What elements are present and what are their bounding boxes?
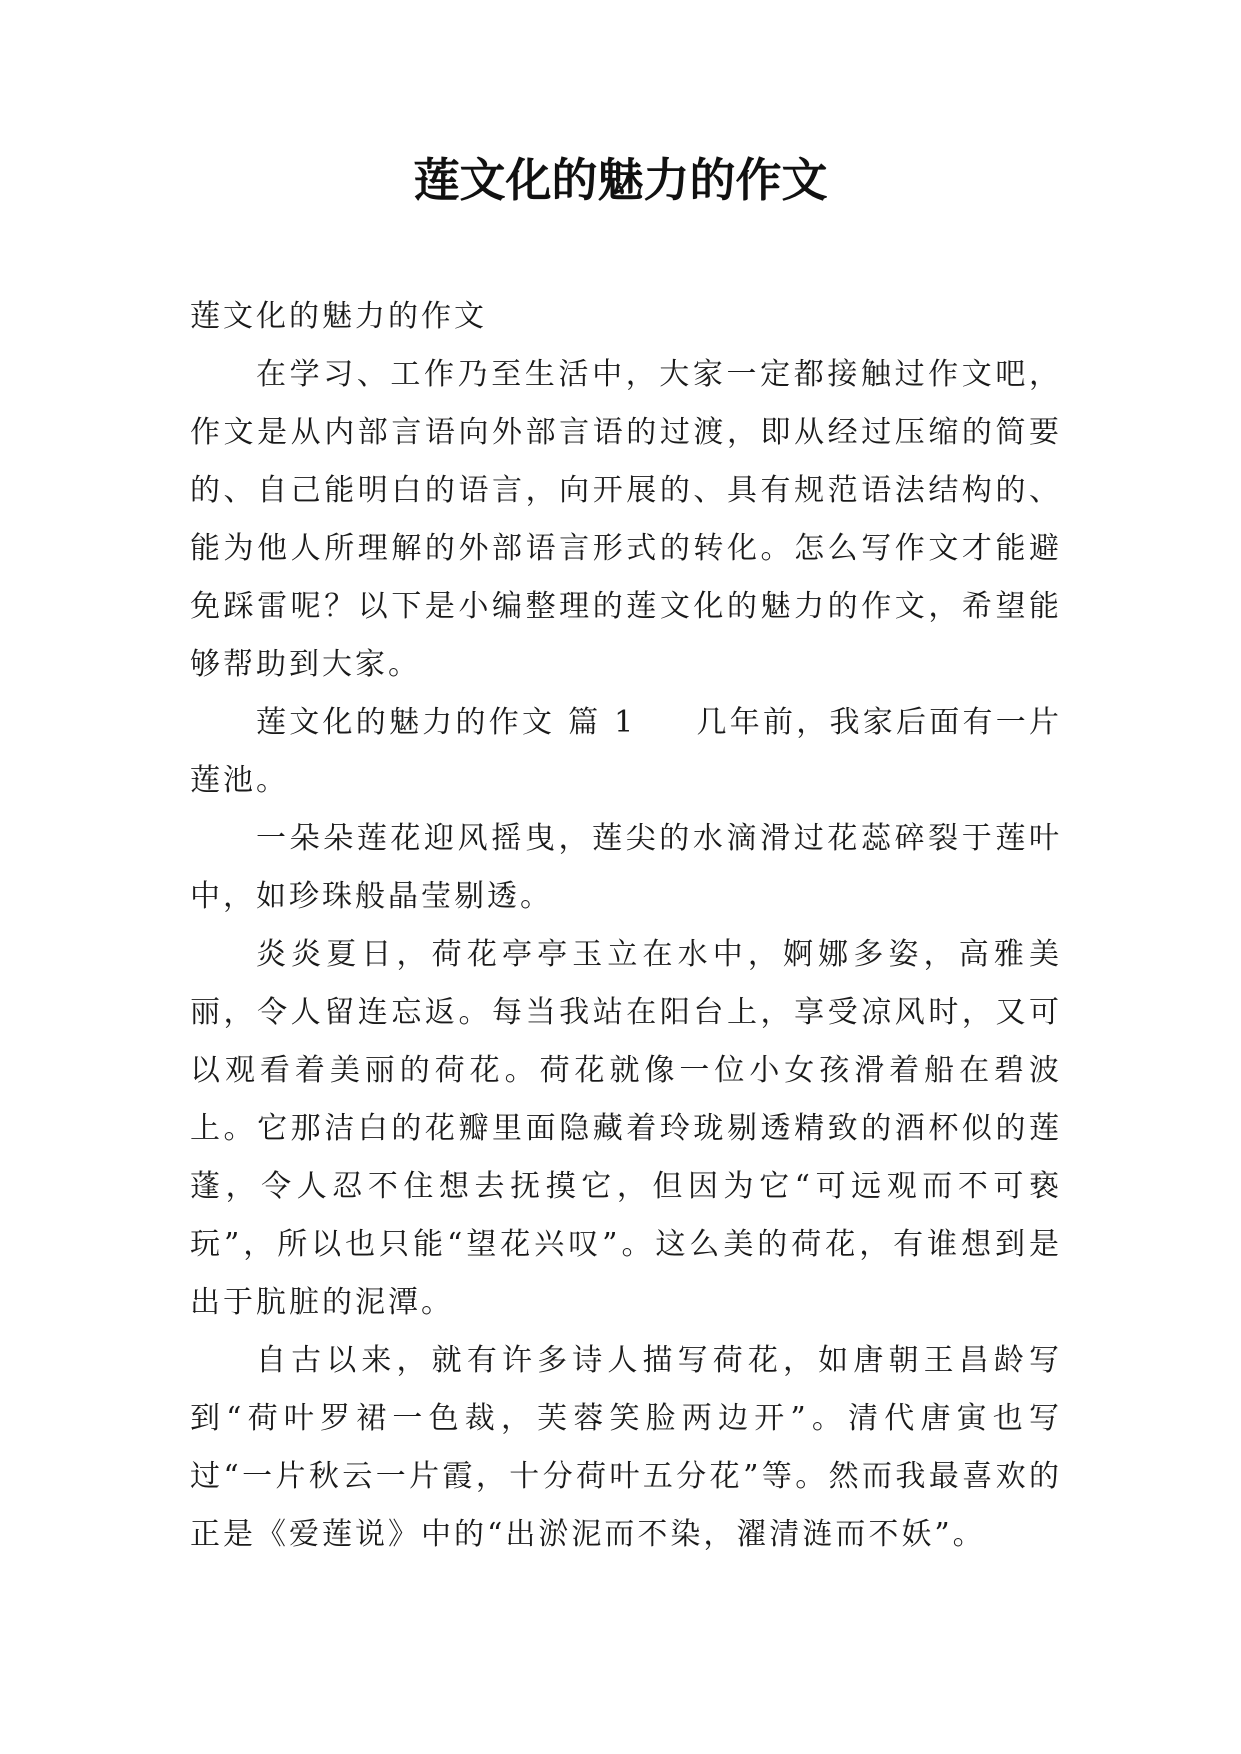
- section-first-sentence: 几年前，我家后面有一片莲池。: [190, 705, 1062, 798]
- intro-paragraph: 在学习、工作乃至生活中，大家一定都接触过作文吧，作文是从内部言语向外部言语的过渡，即从经过压缩的简要的、自己能明白的语言，向开展的、具有规范语法结构的、能为他人所理解的外部语言形式的转化。怎么写作文才能避免踩雷呢？以下是小编整理的莲文化的魅力的作文，希望能够帮助到大家。: [190, 357, 1062, 682]
- section-heading: 莲文化的魅力的作文 篇 1: [256, 705, 637, 740]
- body-paragraph-2: 炎炎夏日，荷花亭亭玉立在水中，婀娜多姿，高雅美丽，令人留连忘返。每当我站在阳台上，享受凉风时，又可以观看着美丽的荷花。荷花就像一位小女孩滑着船在碧波上。它那洁白的花瓣里面隐藏着玲珑剔透精致的酒杯似的莲蓬，令人忍不住想去抚摸它，但因为它“可远观而不可亵玩”，所以也只能“望花兴叹”。这么美的荷花，有谁想到是出于肮脏的泥潭。: [190, 937, 1062, 1320]
- document-title: 莲文化的魅力的作文: [413, 153, 828, 207]
- section-opening-paragraph: [190, 694, 1062, 810]
- document-subtitle: 莲文化的魅力的作文: [190, 299, 487, 334]
- body-paragraph-3: 自古以来，就有许多诗人描写荷花，如唐朝王昌龄写到“荷叶罗裙一色裁，芙蓉笑脸两边开”。清代唐寅也写过“一片秋云一片霞，十分荷叶五分花”等。然而我最喜欢的正是《爱莲说》中的“出淤泥而不染，濯清涟而不妖”。: [190, 1343, 1062, 1552]
- body-paragraph-1: 一朵朵莲花迎风摇曳，莲尖的水滴滑过花蕊碎裂于莲叶中，如珍珠般晶莹剔透。: [190, 821, 1062, 914]
- document-body: [190, 288, 1062, 1564]
